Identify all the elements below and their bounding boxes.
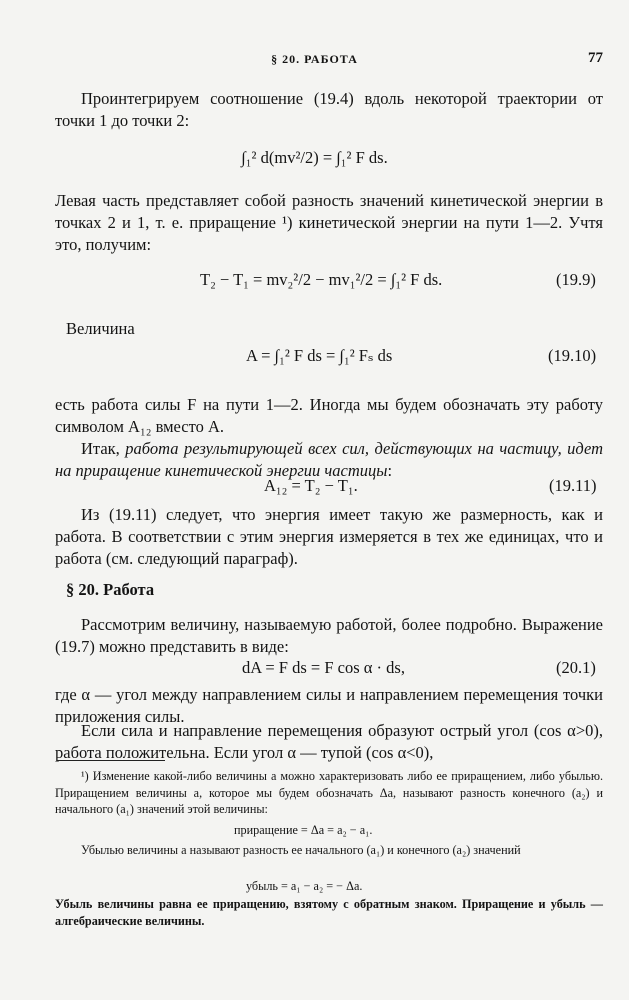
paragraph-energy-units: Из (19.11) следует, что энергия имеет такую же размерность, как и работа. В соответствии с этим энергия измеряется в тех же единицах, что и работа (см. следующий параграф). xyxy=(55,505,603,568)
paragraph-angle: где α — угол между направлением силы и направлением перемещения точки приложения силы. xyxy=(55,685,603,726)
paragraph-integrate: Проинтегрируем соотношение (19.4) вдоль некоторой траектории от точки 1 до точки 2: xyxy=(55,89,603,130)
footnote-equation-decrement: убыль = a₁ − a₂ = − Δa. xyxy=(246,879,363,893)
equation-number-19-11: (19.11) xyxy=(549,476,597,495)
paragraph-quantity: Величина xyxy=(66,319,135,338)
footnote-separator xyxy=(57,760,165,761)
footnote-decrement-text: Убылью величины a называют разность ее начального (a₁) и конечного (a₂) значений xyxy=(81,843,521,857)
equation-20-1: dA = F ds = F cos α · ds, xyxy=(242,658,405,677)
equation-work-kinetic: ∫₁² d(mv²/2) = ∫₁² F ds. xyxy=(241,148,388,167)
equation-19-10: A = ∫₁² F ds = ∫₁² Fₛ ds xyxy=(246,346,393,365)
footnote-text: ¹) Изменение какой-либо величины a можно характеризовать либо ее приращением, либо убылью. Приращением величины a, которое мы будем обозначать Δa, называют разность конечного (a₂) и начального (a₁) значений этой величины: xyxy=(55,769,603,816)
footnote-equation-increment: приращение = Δa = a₂ − a₁. xyxy=(234,823,373,837)
equation-number-19-10: (19.10) xyxy=(548,346,597,365)
equation-number-20-1: (20.1) xyxy=(556,658,596,677)
equation-19-11: A₁₂ = T₂ − T₁. xyxy=(264,476,358,495)
theorem-statement: работа результирующей всех сил, действующих на частицу, идет на приращение кинетической энергии частицы xyxy=(55,439,604,480)
paragraph-consider-work: Рассмотрим величину, называемую работой, более подробно. Выражение (19.7) можно представить в виде: xyxy=(55,615,603,656)
theorem-colon: : xyxy=(387,461,393,480)
paragraph-left-side: Левая часть представляет собой разность значений кинетической энергии в точках 2 и 1, т. е. приращение ¹) кинетической энергии на пути 1—2. Учтя это, получим: xyxy=(55,191,603,254)
running-header: § 20. РАБОТА xyxy=(271,52,358,66)
footnote-conclusion: Убыль величины равна ее приращению, взятому с обратным знаком. Приращение и убыль — алгебраические величины. xyxy=(55,897,603,928)
equation-19-9: T₂ − T₁ = mv₂²/2 − mv₁²/2 = ∫₁² F ds. xyxy=(200,270,443,289)
page-number: 77 xyxy=(588,50,603,66)
equation-number-19-9: (19.9) xyxy=(556,270,596,289)
paragraph-sign-of-work: Если сила и направление перемещения образуют острый угол (cos α>0), работа положительна. Если угол α — тупой (cos α<0), xyxy=(55,721,603,762)
section-heading: § 20. Работа xyxy=(66,580,155,599)
paragraph-work-of-force: есть работа силы F на пути 1—2. Иногда мы будем обозначать эту работу символом A₁₂ вместо A. xyxy=(55,395,603,436)
theorem-lead: Итак, xyxy=(81,439,126,458)
